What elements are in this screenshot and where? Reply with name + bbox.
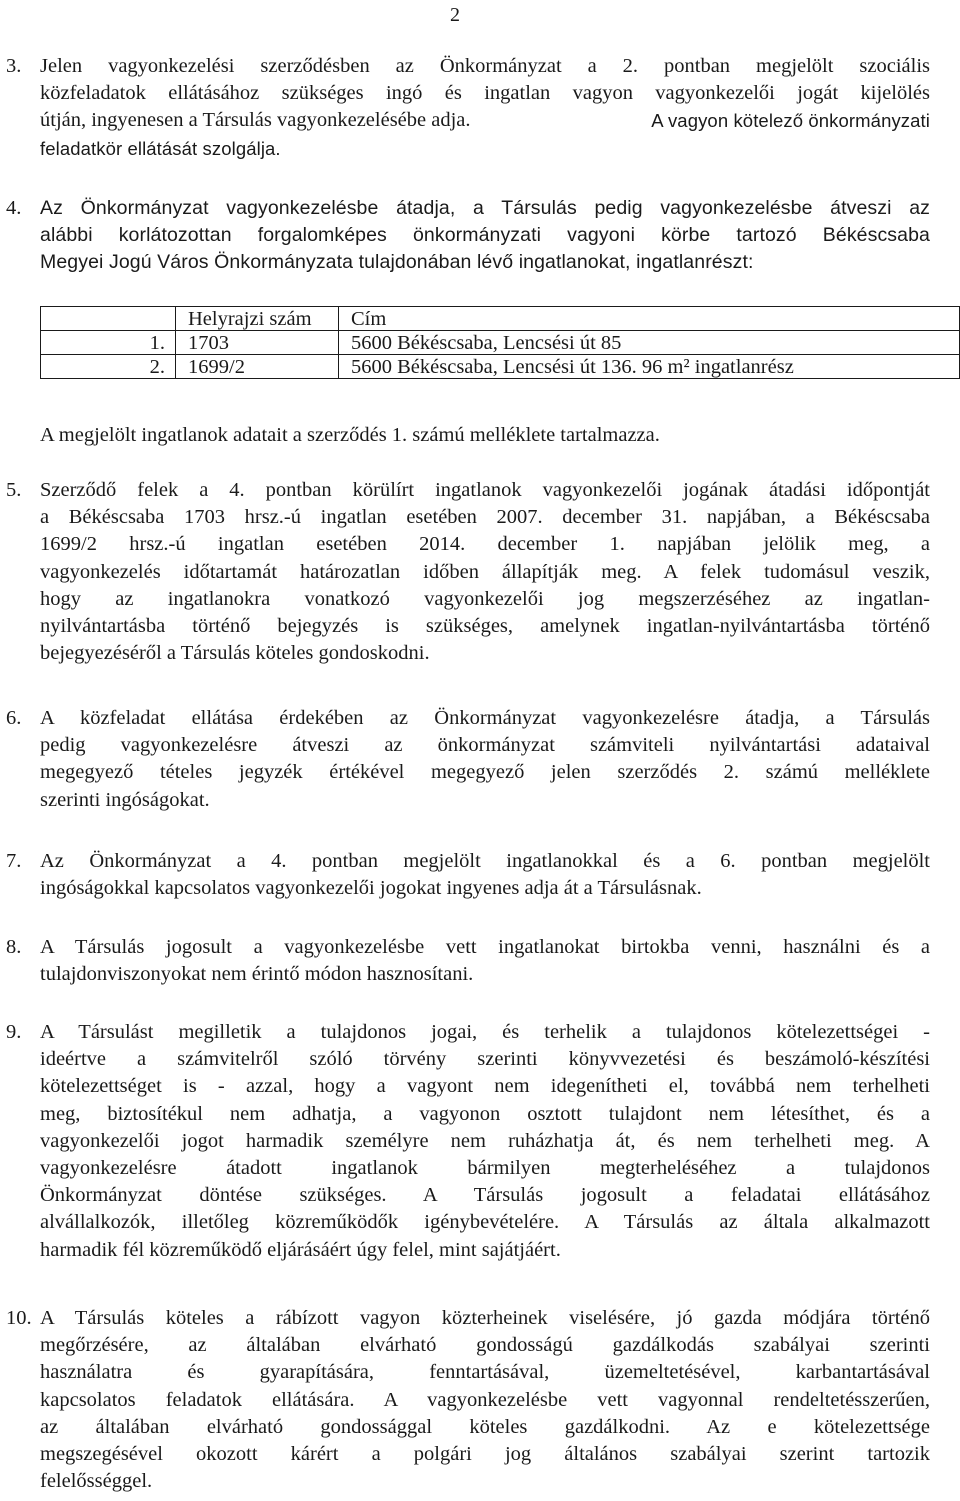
paragraph-number: 6. (6, 707, 22, 729)
paragraph-10 (6, 1305, 954, 1495)
table-row (41, 331, 960, 355)
table-cell: 1699/2 (176, 355, 339, 379)
paragraph-line: vagyonkezelés időtartamát határozatlan időben állapítják meg. A felek tudomásul veszik, (40, 560, 930, 583)
paragraph-line: harmadik fél közreműködő eljárásáért úgy felel, mint sajátjáért. (40, 1238, 561, 1261)
table-cell: 5600 Békéscsaba, Lencsési út 85 (339, 331, 960, 355)
table-cell: 5600 Békéscsaba, Lencsési út 136. 96 m² ingatlanrész (339, 355, 960, 379)
paragraph-line: meg, biztosítékul nem adhatja, a vagyonon osztott tulajdont nem létesíthet, és a (40, 1102, 930, 1125)
table-row (41, 355, 960, 379)
paragraph-number: 10. (6, 1307, 32, 1329)
paragraph-line: az általában elvárható gondossággal köteles gazdálkodni. Az e kötelezettsége (40, 1415, 930, 1438)
table-cell: 2. (41, 355, 176, 379)
paragraph-line: nyilvántartásba történő bejegyzés is szükséges, amelynek ingatlan-nyilvántartásba történő (40, 614, 930, 637)
paragraph-number: 4. (6, 197, 22, 219)
paragraph-line: hogy az ingatlanokra vonatkozó vagyonkezelői jog megszerzéséhez az ingatlan- (40, 587, 930, 610)
table-header-row (41, 307, 960, 331)
paragraph-number: 5. (6, 479, 22, 501)
table-cell: 1703 (176, 331, 339, 355)
paragraph-number: 9. (6, 1021, 22, 1043)
paragraph-line-part: A vagyon kötelező önkormányzati (651, 110, 930, 132)
paragraph-line: szerinti ingóságokat. (40, 788, 210, 811)
paragraph-line: ingóságokkal kapcsolatos vagyonkezelői jogokat ingyenes adja át a Társulásnak. (40, 877, 702, 900)
paragraph-line-mixed (40, 107, 930, 134)
paragraph-number: 3. (6, 55, 22, 77)
paragraph-line: alábbi korlátozottan forgalomképes önkormányzati vagyoni körbe tartozó Békéscsaba (40, 224, 930, 247)
paragraph-line: Megyei Jogú Város Önkormányzata tulajdonában lévő ingatlanokat, ingatlanrészt: (40, 251, 754, 274)
table-header-cell: Cím (339, 307, 960, 331)
parcel-table (40, 306, 960, 379)
paragraph-5 (6, 477, 954, 667)
paragraph-line: feladatkör ellátását szolgálja. (40, 137, 281, 159)
paragraph-7 (6, 848, 954, 902)
paragraph-line: kapcsolatos feladatok ellátására. A vagyonkezelésbe vett vagyonnal rendeltetésszerűen, (40, 1388, 930, 1411)
paragraph-line: Szerződő felek a 4. pontban körülírt ingatlanok vagyonkezelői jogának átadási időpontját (40, 479, 930, 501)
paragraph-line: ideértve a számvitelről szóló törvény szerinti könyvvezetési és beszámoló-készítési (40, 1048, 930, 1071)
paragraph-line: Az Önkormányzat vagyonkezelésbe átadja, a Társulás pedig vagyonkezelésbe átveszi az (40, 197, 930, 219)
paragraph-line: használatra és gyarapítására, fenntartásával, üzemeltetésével, karbantartásával (40, 1361, 930, 1384)
table-note: A megjelölt ingatlanok adatait a szerződés 1. számú melléklete tartalmazza. (40, 424, 660, 446)
paragraph-line: közfeladatok ellátásához szükséges ingó és ingatlan vagyon vagyonkezelői jogát kijelölés (40, 82, 930, 105)
paragraph-line: bejegyezéséről a Társulás köteles gondoskodni. (40, 642, 430, 665)
paragraph-line: megegyező tételes jegyzék értékével megegyező jelen szerződés 2. számú melléklete (40, 761, 930, 784)
paragraph-line: vagyonkezelésre átadott ingatlanok bármilyen megterheléséhez a tulajdonos (40, 1156, 930, 1179)
paragraph-3 (6, 53, 954, 162)
paragraph-line: A Társulás köteles a rábízott vagyon közterheinek viselésére, jó gazda módjára történő (40, 1307, 930, 1329)
table-header-cell (41, 307, 176, 331)
paragraph-8 (6, 934, 954, 988)
paragraph-line: tulajdonviszonyokat nem érintő módon hasznosítani. (40, 963, 474, 986)
paragraph-line: Az Önkormányzat a 4. pontban megjelölt ingatlanokkal és a 6. pontban megjelölt (40, 850, 930, 872)
paragraph-line: alvállalkozók, illetőleg közreműködők igénybevételére. A Társulás az általa alkalmazott (40, 1211, 930, 1234)
paragraph-line-part: útján, ingyenesen a Társulás vagyonkezelésébe adja. (40, 109, 471, 132)
table-header-cell: Helyrajzi szám (176, 307, 339, 331)
paragraph-line: a Békéscsaba 1703 hrsz.-ú ingatlan esetében 2007. december 31. napjában, a Békéscsaba (40, 506, 930, 529)
paragraph-line: A közfeladat ellátása érdekében az Önkormányzat vagyonkezelésre átadja, a Társulás (40, 707, 930, 729)
paragraph-number: 7. (6, 850, 22, 872)
paragraph-line: megőrzésére, az általában elvárható gondosságú gazdálkodás szabályai szerinti (40, 1334, 930, 1357)
paragraph-line: Önkormányzat döntése szükséges. A Társulás jogosult a feladatai ellátásához (40, 1184, 930, 1207)
paragraph-line: felelősséggel. (40, 1470, 153, 1493)
paragraph-4 (6, 195, 954, 277)
paragraph-line: pedig vagyonkezelésre átveszi az önkormányzat számviteli nyilvántartási adataival (40, 734, 930, 757)
paragraph-line: vagyonkezelői jogot harmadik személyre nem ruházhatja át, és nem terhelheti meg. A (40, 1129, 930, 1152)
page-number: 2 (450, 4, 460, 26)
paragraph-line: kötelezettséget is - azzal, hogy a vagyont nem idegenítheti el, továbbá nem terhelheti (40, 1075, 930, 1098)
paragraph-line: 1699/2 hrsz.-ú ingatlan esetében 2014. december 1. napjában jelölik meg, a (40, 533, 930, 556)
paragraph-line: megszegésével okozott kárért a polgári jog általános szabályai szerint tartozik (40, 1442, 930, 1465)
paragraph-line: A Társulás jogosult a vagyonkezelésbe vett ingatlanokat birtokba venni, használni és a (40, 936, 930, 958)
paragraph-9 (6, 1019, 954, 1264)
paragraph-number: 8. (6, 936, 22, 958)
paragraph-6 (6, 705, 954, 814)
paragraph-line: Jelen vagyonkezelési szerződésben az Önkormányzat a 2. pontban megjelölt szociális (40, 55, 930, 77)
table-cell: 1. (41, 331, 176, 355)
paragraph-line: A Társulást megilletik a tulajdonos jogai, és terhelik a tulajdonos kötelezettségei - (40, 1021, 930, 1043)
